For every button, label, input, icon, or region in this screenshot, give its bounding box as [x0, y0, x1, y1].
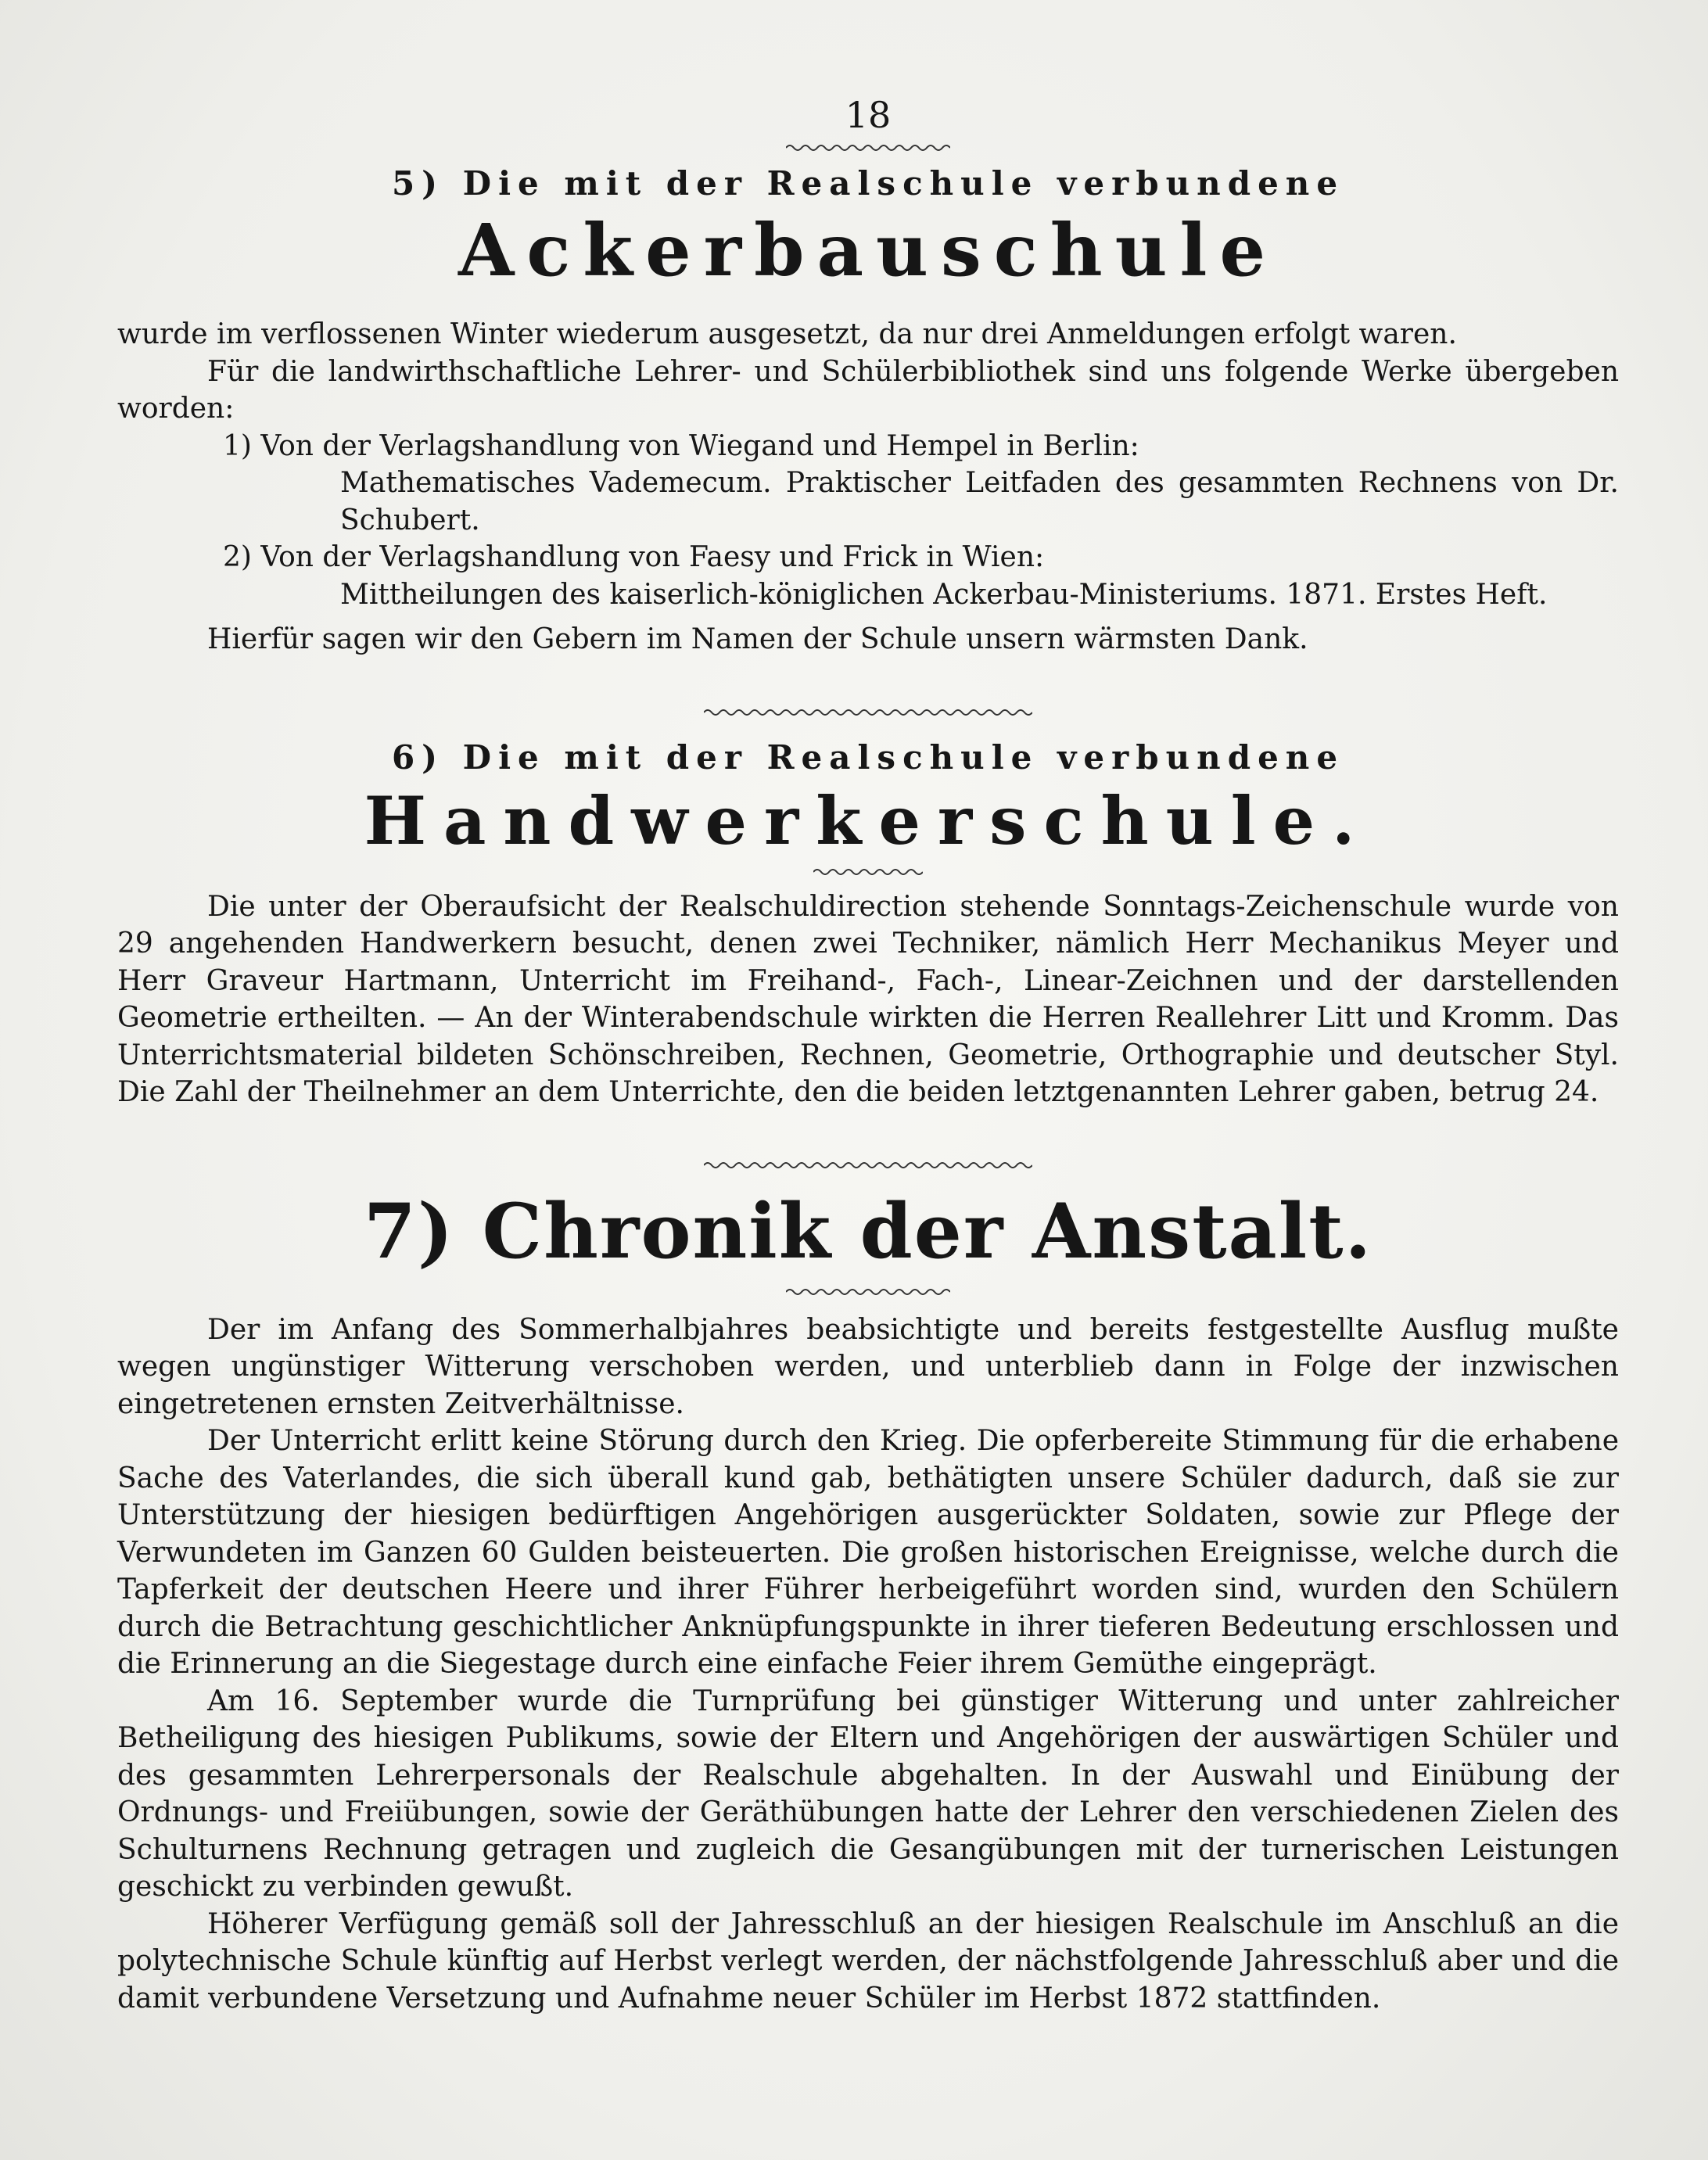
section-7-paragraph: Höherer Verfügung gemäß soll der Jahresschluß an der hiesigen Realschule im Anschluß an die polytechnische Schule künftig auf Herbst verlegt werden, der nächstfolgende Jahresschluß aber und die damit verbundene Versetzung und Aufnahme neuer Schüler im Herbst 1872 stattfinden.	[117, 1907, 1619, 2015]
page-number: 18	[845, 94, 892, 136]
section-5-heading: 5) Die mit der Realschule verbundene	[391, 164, 1345, 203]
ornament-rule	[786, 142, 950, 153]
section-7-title: 7) Chronik der Anstalt.	[364, 1186, 1372, 1276]
section-5-paragraph: Für die landwirthschaftliche Lehrer- und Schülerbibliothek sind uns folgende Werke übergeben worden:	[117, 355, 1619, 425]
list-item-body: Mittheilungen des kaiserlich-königlichen Ackerbau-Ministeriums. 1871. Erstes Heft.	[340, 578, 1548, 611]
section-7-paragraph: Am 16. September wurde die Turnprüfung bei günstiger Witterung und unter zahlreicher Betheiligung des hiesigen Publikums, sowie der Eltern und Angehörigen der auswärtigen Schüler und des gesammten Lehrerpersonals der Realschule abgehalten. In der Auswahl und Einübung der Ordnungs- und Freiübungen, sowie der Geräthübungen hatte der Lehrer den verschiedenen Zielen des Schulturnens Rechnung getragen und zugleich die Gesangübungen mit der turnerischen Leistungen geschickt zu verbinden gewußt.	[117, 1685, 1619, 1903]
page-content	[117, 94, 1619, 2017]
ornament-rule	[813, 867, 923, 877]
section-6-heading: 6) Die mit der Realschule verbundene	[391, 737, 1345, 777]
ornament-rule	[704, 707, 1032, 718]
list-item-body: Mathematisches Vademecum. Praktischer Leitfaden des gesammten Rechnens von Dr. Schubert.	[340, 467, 1619, 536]
section-6-paragraph: Die unter der Oberaufsicht der Realschuldirection stehende Sonntags-Zeichenschule wurde von 29 angehenden Handwerkern besucht, denen zwei Techniker, nämlich Herr Mechanikus Meyer und Herr Graveur Hartmann, Unterricht im Freihand-, Fach-, Linear-Zeichnen und der darstellenden Geometrie ertheilten. — An der Winterabendschule wirkten die Herren Reallehrer Litt und Kromm. Das Unterrichtsmaterial bildeten Schönschreiben, Rechnen, Geometrie, Orthographie und deutscher Styl. Die Zahl der Theilnehmer an dem Unterrichte, den die beiden letztgenannten Lehrer gaben, betrug 24.	[117, 890, 1619, 1108]
list-item-heading: 2) Von der Verlagshandlung von Faesy und Frick in Wien:	[223, 541, 1045, 573]
section-5-title: Ackerbauschule	[458, 208, 1279, 292]
section-7-paragraph: Der im Anfang des Sommerhalbjahres beabsichtigte und bereits festgestellte Ausflug mußte wegen ungünstiger Witterung verschoben werden, und unterblieb dann in Folge der inzwischen eingetretenen ernsten Zeitverhältnisse.	[117, 1313, 1619, 1420]
ornament-rule	[704, 1160, 1032, 1171]
section-6-title: Handwerkerschule.	[364, 781, 1372, 859]
ornament-rule	[786, 1286, 950, 1297]
list-item-heading: 1) Von der Verlagshandlung von Wiegand und Hempel in Berlin:	[223, 429, 1139, 462]
section-5-paragraph: wurde im verflossenen Winter wiederum ausgesetzt, da nur drei Anmeldungen erfolgt waren.	[117, 318, 1457, 350]
section-7-paragraph: Der Unterricht erlitt keine Störung durch den Krieg. Die opferbereite Stimmung für die erhabene Sache des Vaterlandes, die sich überall kund gab, bethätigten unsere Schüler dadurch, daß sie zur Unterstützung der hiesigen bedürftigen Angehörigen ausgerückter Soldaten, sowie zur Pflege der Verwundeten im Ganzen 60 Gulden beisteuerten. Die großen historischen Ereignisse, welche durch die Tapferkeit der deutschen Heere und ihrer Führer herbeigeführt worden sind, wurden den Schülern durch die Betrachtung geschichtlicher Anknüpfungspunkte in ihrer tieferen Bedeutung erschlossen und die Erinnerung an die Siegestage durch eine einfache Feier ihrem Gemüthe eingeprägt.	[117, 1425, 1619, 1680]
section-5-paragraph: Hierfür sagen wir den Gebern im Namen der Schule unsern wärmsten Dank.	[207, 623, 1308, 655]
